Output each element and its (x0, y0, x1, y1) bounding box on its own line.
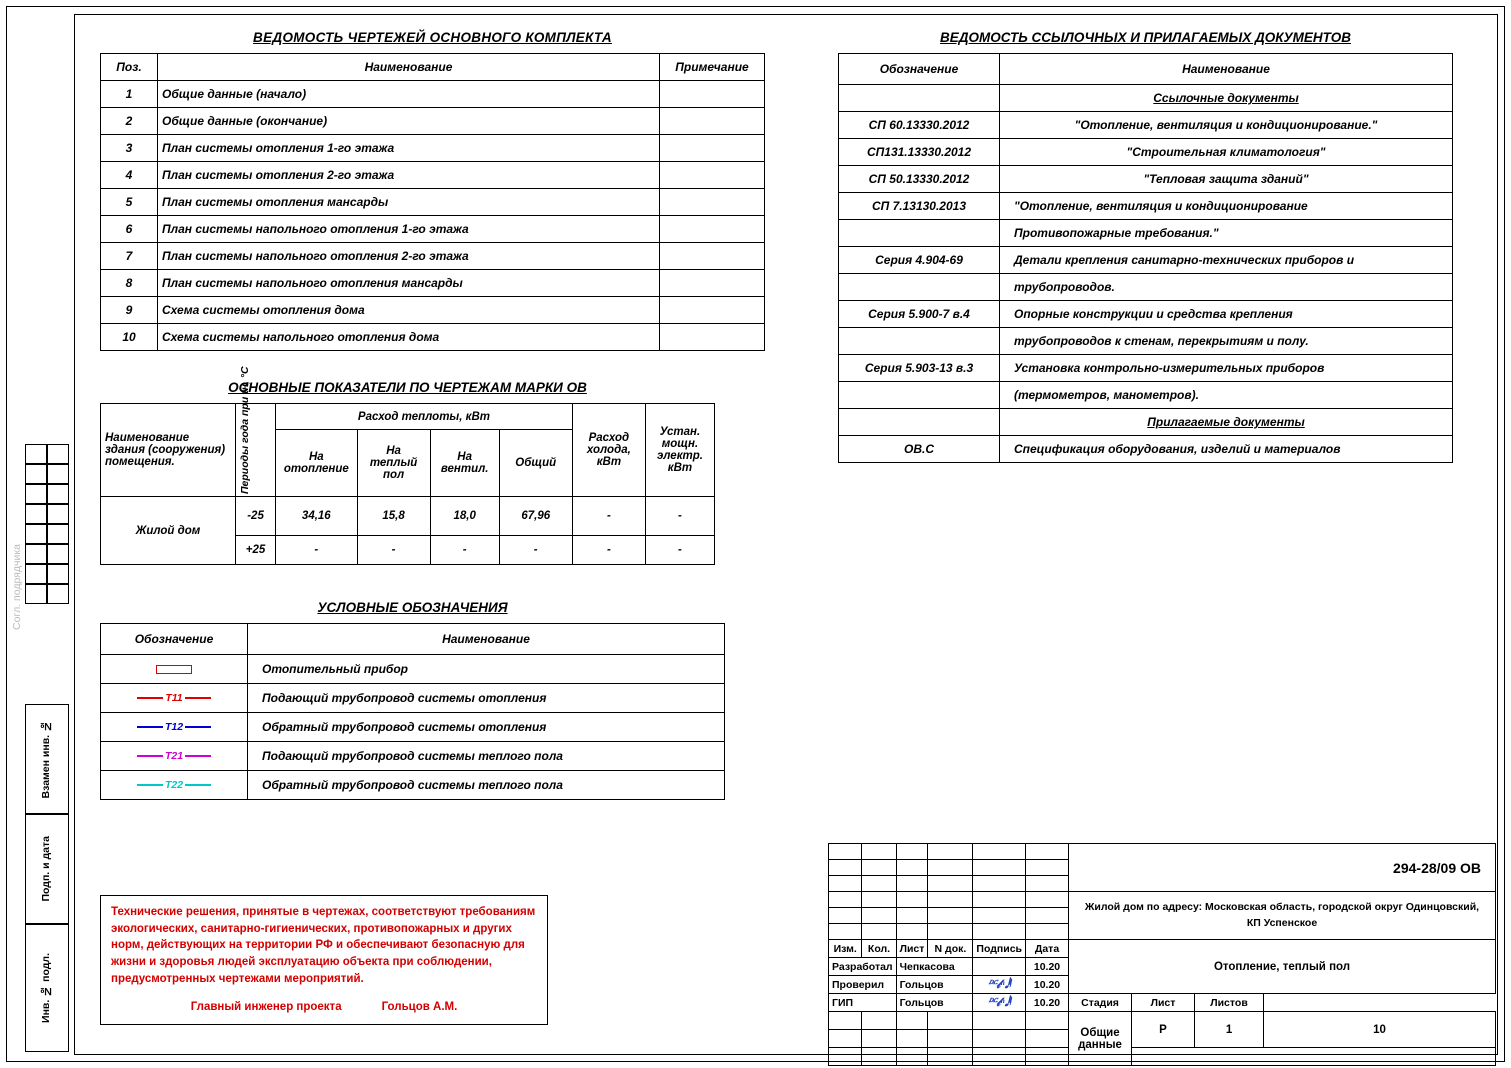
cell-code (839, 85, 1000, 112)
left-grid-cell (47, 544, 69, 564)
cell-note (660, 216, 765, 243)
cell-note (660, 297, 765, 324)
cell-heating: - (276, 536, 357, 565)
cell-pos: 1 (101, 81, 158, 108)
stamp-role-row (829, 994, 1496, 1012)
cell-doc-name: (термометров, манометров). (1000, 382, 1453, 409)
table-row (839, 301, 1453, 328)
cell-symbol-name: Подающий трубопровод системы отопления (248, 684, 725, 713)
cell-pos: 4 (101, 162, 158, 189)
cell-name: План системы напольного отопления 1-го этажа (158, 216, 660, 243)
col-heat-vent: На вентил. (430, 430, 499, 497)
cell-note (660, 243, 765, 270)
table-row (101, 270, 765, 297)
table-row (839, 328, 1453, 355)
cell-pos: 5 (101, 189, 158, 216)
left-stamp-box-signdate (25, 814, 69, 924)
left-grid-cell (25, 444, 47, 464)
cell-period: -25 (235, 497, 275, 536)
col-symbol-name: Наименование (248, 624, 725, 655)
left-grid-cell (25, 584, 47, 604)
cell-total: - (499, 536, 572, 565)
signature-icon: 𝄊𝓁ⁿ𝅘𝅥𝅲 (987, 995, 1011, 1009)
cell-doc-name: "Отопление, вентиляция и кондиционирование (1000, 193, 1453, 220)
cell-name: План системы отопления 1-го этажа (158, 135, 660, 162)
cell-vent: 18,0 (430, 497, 499, 536)
note-signature-row (111, 999, 537, 1016)
col-doc-name: Наименование (1000, 54, 1453, 85)
cell-name: Схема системы напольного отопления дома (158, 324, 660, 351)
project-code: 294-28/09 ОВ (1069, 844, 1496, 892)
cell-code (839, 382, 1000, 409)
cell-name: План системы отопления 2-го этажа (158, 162, 660, 189)
table-row (101, 243, 765, 270)
role-label-gip: ГИП (829, 994, 897, 1012)
pipe-code: Т22 (164, 779, 184, 791)
col-heat-heating: На отопление (276, 430, 357, 497)
table-row (839, 247, 1453, 274)
cell-note (660, 270, 765, 297)
cell-floor: 15,8 (357, 497, 430, 536)
cell-subheader: Ссылочные документы (1000, 85, 1453, 112)
cell-code: СП 7.13130.2013 (839, 193, 1000, 220)
cell-note (660, 108, 765, 135)
cell-power: - (645, 536, 714, 565)
left-stamp-column (7, 14, 74, 1053)
cell-pos: 6 (101, 216, 158, 243)
cell-doc-name: Противопожарные требования." (1000, 220, 1453, 247)
table-row (101, 324, 765, 351)
table-row (839, 274, 1453, 301)
table-row (839, 166, 1453, 193)
note-role: Главный инженер проекта (190, 1001, 342, 1014)
cell-building-name: Жилой дом (101, 497, 236, 565)
cell-doc-name: трубопроводов. (1000, 274, 1453, 301)
cell-note (660, 324, 765, 351)
pipe-code: Т11 (165, 692, 183, 704)
table-header-row (839, 54, 1453, 85)
cell-power: - (645, 497, 714, 536)
object-description: Жилой дом по адресу: Московская область, городской округ Одинцовский, КП Успенское (1069, 892, 1496, 940)
left-grid-cell (47, 584, 69, 604)
left-grid-cell (47, 524, 69, 544)
cell-name: Общие данные (окончание) (158, 108, 660, 135)
col-izm: Изм. (829, 940, 862, 958)
role-name-developer: Чепкасова (896, 958, 973, 976)
cell-pos: 7 (101, 243, 158, 270)
cell-symbol-t12 (101, 713, 248, 742)
cell-symbol-name: Подающий трубопровод системы теплого пола (248, 742, 725, 771)
cell-code (839, 409, 1000, 436)
col-kol: Кол. (862, 940, 896, 958)
title-block-stamp (828, 843, 1496, 1053)
left-grid-cell (47, 444, 69, 464)
cell-doc-name: Детали крепления санитарно-технических приборов и (1000, 247, 1453, 274)
change-table-header-row (829, 940, 1496, 958)
left-stamp-label-replaced: Взамен инв. № (40, 719, 53, 799)
cell-name: План системы напольного отопления 2-го этажа (158, 243, 660, 270)
section-title: Отопление, теплый пол (1069, 940, 1496, 994)
cell-code: Серия 4.904-69 (839, 247, 1000, 274)
role-label-developer: Разработал (829, 958, 897, 976)
table-row (839, 139, 1453, 166)
cell-pos: 2 (101, 108, 158, 135)
col-name: Наименование (158, 54, 660, 81)
cell-name: Схема системы отопления дома (158, 297, 660, 324)
pipe-line-icon (105, 715, 243, 739)
legend-block (100, 600, 725, 800)
col-podpis: Подпись (973, 940, 1026, 958)
cell-symbol-name: Обратный трубопровод системы теплого пола (248, 771, 725, 800)
cell-note (660, 135, 765, 162)
left-grid-cell (47, 504, 69, 524)
left-grid-cell (25, 524, 47, 544)
table-row (839, 355, 1453, 382)
cell-doc-name: "Тепловая защита зданий" (1000, 166, 1453, 193)
table-row (101, 771, 725, 800)
technical-note-text: Технические решения, принятые в чертежах, соответствуют требованиям экологических, санитарно-гигиенических, противопожарных и других норм, действующих на территории РФ и обеспечивают безопасную для жизни и здоровья людей эксплуатацию объекта при соблюдении, предусмотренных чертежами мероприятий. (111, 906, 536, 985)
cell-doc-name: "Строительная климатология" (1000, 139, 1453, 166)
role-sign-developer (973, 958, 1026, 976)
col-symbol: Обозначение (101, 624, 248, 655)
cell-floor: - (357, 536, 430, 565)
sheets-list-title: ВЕДОМОСТЬ ЧЕРТЕЖЕЙ ОСНОВНОГО КОМПЛЕКТА (253, 30, 612, 45)
cell-code: СП 60.13330.2012 (839, 112, 1000, 139)
table-row (101, 742, 725, 771)
col-heat-group: Расход теплоты, кВт (276, 404, 573, 430)
cell-pos: 10 (101, 324, 158, 351)
cell-code (839, 328, 1000, 355)
left-stamp-label-signdate: Подп. и дата (40, 836, 53, 902)
cell-code (839, 220, 1000, 247)
cell-doc-name: "Отопление, вентиляция и кондиционирование." (1000, 112, 1453, 139)
cell-symbol-t11 (101, 684, 248, 713)
col-note: Примечание (660, 54, 765, 81)
cell-pos: 3 (101, 135, 158, 162)
col-sheets-total: Листов (1195, 994, 1264, 1012)
cell-name: План системы напольного отопления мансарды (158, 270, 660, 297)
cell-cold: - (572, 536, 645, 565)
indicators-title: ОСНОВНЫЕ ПОКАЗАТЕЛИ ПО ЧЕРТЕЖАМ МАРКИ ОВ (228, 380, 587, 395)
col-pos: Поз. (101, 54, 158, 81)
role-name-checker: Гольцов (896, 976, 973, 994)
table-row (839, 436, 1453, 463)
cell-name: План системы отопления мансарды (158, 189, 660, 216)
col-code: Обозначение (839, 54, 1000, 85)
col-stage: Стадия (1069, 994, 1132, 1012)
left-grid-cell (25, 484, 47, 504)
left-grid-cell (25, 504, 47, 524)
cell-note (660, 162, 765, 189)
left-grid-cell (47, 464, 69, 484)
stage-value: Р (1132, 1012, 1195, 1048)
table-header-row (101, 624, 725, 655)
radiator-icon (156, 665, 192, 674)
role-sign-gip (973, 994, 1026, 1012)
cell-note (660, 81, 765, 108)
table-row (839, 382, 1453, 409)
col-periods-label: Периоды года при tн, °С (238, 366, 251, 494)
cell-code (839, 274, 1000, 301)
table-row (101, 655, 725, 684)
table-row (101, 162, 765, 189)
role-date-developer: 10.20 (1026, 958, 1069, 976)
reference-docs-table (838, 53, 1453, 463)
left-grid-cell (47, 484, 69, 504)
cell-total: 67,96 (499, 497, 572, 536)
cell-symbol-name: Обратный трубопровод системы отопления (248, 713, 725, 742)
left-grid-cell (25, 464, 47, 484)
table-row (101, 135, 765, 162)
indicators-block (100, 366, 715, 565)
col-ndok: N док. (928, 940, 973, 958)
table-row (101, 81, 765, 108)
cell-doc-name: трубопроводов к стенам, перекрытиям и полу. (1000, 328, 1453, 355)
role-label-checker: Проверил (829, 976, 897, 994)
col-list: Лист (896, 940, 928, 958)
cell-heating: 34,16 (276, 497, 357, 536)
cell-doc-name: Установка контрольно-измерительных приборов (1000, 355, 1453, 382)
col-heat-floor: На теплый пол (357, 430, 430, 497)
cell-pos: 9 (101, 297, 158, 324)
cell-vent: - (430, 536, 499, 565)
cell-doc-name: Опорные конструкции и средства крепления (1000, 301, 1453, 328)
cell-code: СП 50.13330.2012 (839, 166, 1000, 193)
cell-code: Серия 5.903-13 в.3 (839, 355, 1000, 382)
table-row (101, 713, 725, 742)
pipe-code: Т12 (164, 721, 184, 733)
table-row (101, 297, 765, 324)
cell-code: Серия 5.900-7 в.4 (839, 301, 1000, 328)
table-row (101, 189, 765, 216)
sheet-title: Общие данные (1069, 1012, 1132, 1066)
table-row (101, 684, 725, 713)
table-row (839, 112, 1453, 139)
table-row (839, 193, 1453, 220)
technical-note-box (100, 895, 548, 1025)
table-row (839, 85, 1453, 112)
cell-subheader: Прилагаемые документы (1000, 409, 1453, 436)
cell-symbol-name: Отопительный прибор (248, 655, 725, 684)
col-periods (235, 366, 275, 497)
left-grid-cell (47, 564, 69, 584)
pipe-line-icon (105, 744, 243, 768)
pipe-line-icon (105, 686, 243, 710)
table-row (101, 108, 765, 135)
sheet-value: 1 (1195, 1012, 1264, 1048)
pipe-code: Т21 (164, 750, 184, 762)
legend-table (100, 623, 725, 800)
cell-note (660, 189, 765, 216)
left-faint-label: Согл. подрядчика (11, 544, 23, 630)
cell-period: +25 (235, 536, 275, 565)
sheets-list-block (100, 30, 765, 351)
role-date-gip: 10.20 (1026, 994, 1069, 1012)
sheets-total-value: 10 (1264, 1012, 1496, 1048)
left-grid-cell (25, 544, 47, 564)
table-row (839, 409, 1453, 436)
note-person: Гольцов А.М. (381, 1001, 458, 1014)
role-date-checker: 10.20 (1026, 976, 1069, 994)
cell-cold: - (572, 497, 645, 536)
table-header-row (101, 404, 715, 430)
legend-title: УСЛОВНЫЕ ОБОЗНАЧЕНИЯ (317, 600, 508, 615)
reference-docs-block (838, 30, 1453, 463)
cell-symbol-t21 (101, 742, 248, 771)
left-grid-cell (25, 564, 47, 584)
col-power: Устан. мощн. электр. кВт (645, 404, 714, 497)
sheets-list-table (100, 53, 765, 351)
cell-code: ОВ.С (839, 436, 1000, 463)
col-cold: Расход холода, кВт (572, 404, 645, 497)
cell-pos: 8 (101, 270, 158, 297)
left-stamp-box-replaced (25, 704, 69, 814)
col-data: Дата (1026, 940, 1069, 958)
cell-name: Общие данные (начало) (158, 81, 660, 108)
signature-icon: 𝄊𝓁ⁿ𝅘𝅥𝅲 (987, 977, 1011, 991)
col-sheet: Лист (1132, 994, 1195, 1012)
role-sign-checker (973, 976, 1026, 994)
left-stamp-label-invno: Инв. № подл. (40, 953, 53, 1023)
cell-code: СП131.13330.2012 (839, 139, 1000, 166)
pipe-line-icon (105, 773, 243, 797)
cell-doc-name: Спецификация оборудования, изделий и материалов (1000, 436, 1453, 463)
reference-docs-title: ВЕДОМОСТЬ ССЫЛОЧНЫХ И ПРИЛАГАЕМЫХ ДОКУМЕНТОВ (940, 30, 1351, 45)
table-row (101, 216, 765, 243)
left-stamp-box-invno (25, 924, 69, 1052)
col-building-name: Наименование здания (сооружения) помещения. (101, 404, 236, 497)
table-row (839, 220, 1453, 247)
cell-symbol-radiator (101, 655, 248, 684)
cell-symbol-t22 (101, 771, 248, 800)
table-row (101, 497, 715, 536)
col-heat-total: Общий (499, 430, 572, 497)
role-name-gip: Гольцов (896, 994, 973, 1012)
table-header-row (101, 54, 765, 81)
